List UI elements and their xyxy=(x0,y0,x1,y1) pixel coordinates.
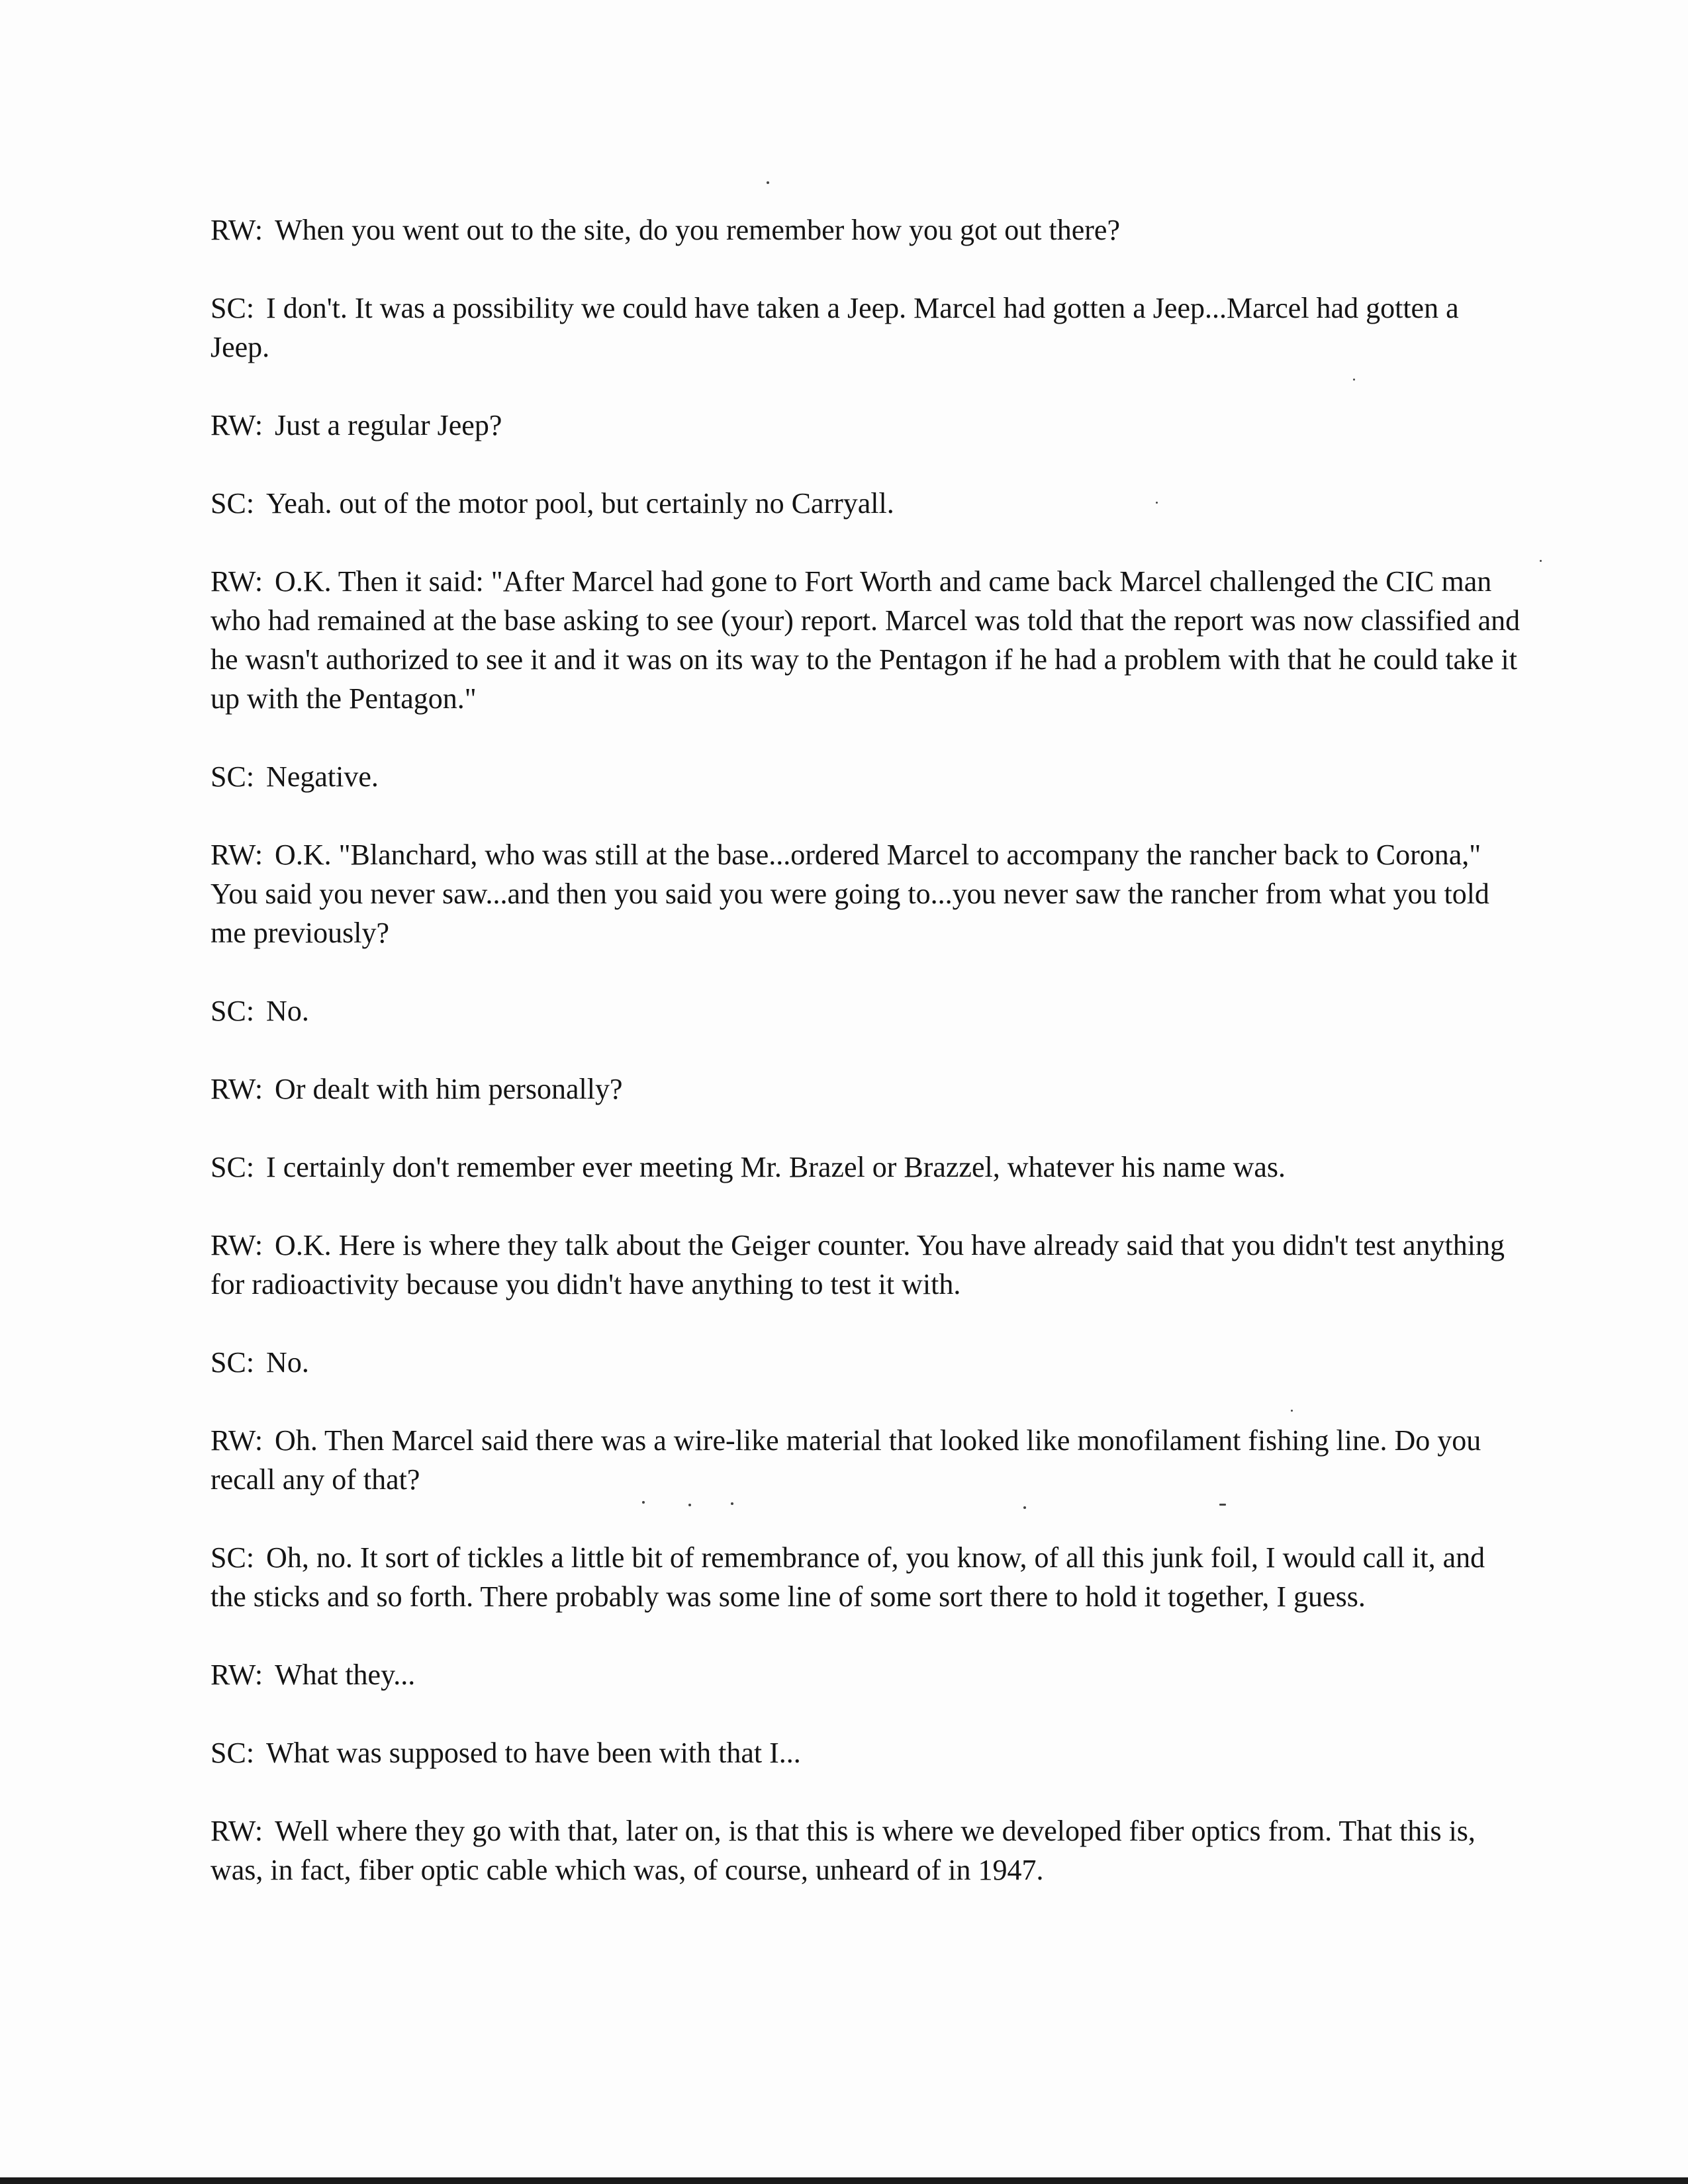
transcript-line xyxy=(211,1343,1521,1382)
speaker-label: RW: xyxy=(211,1659,263,1691)
transcript-line xyxy=(211,484,1521,523)
transcript-line xyxy=(211,406,1521,445)
line-text: No. xyxy=(266,1346,309,1379)
scan-bottom-edge xyxy=(0,2177,1688,2184)
speaker-label: SC: xyxy=(211,487,255,520)
transcript-line xyxy=(211,289,1521,367)
speaker-label: RW: xyxy=(211,1815,263,1847)
speaker-label: SC: xyxy=(211,760,255,793)
speaker-label: RW: xyxy=(211,1073,263,1105)
line-text: What they... xyxy=(275,1659,416,1691)
transcript xyxy=(211,210,1521,1929)
transcript-line xyxy=(211,991,1521,1030)
speaker-label: RW: xyxy=(211,1229,263,1261)
speaker-label: SC: xyxy=(211,1151,255,1183)
line-text: Well where they go with that, later on, is that this is where we developed fiber optics from. That this is, was, in fact, fiber optic cable which was, of course, unheard of in 1947. xyxy=(211,1815,1476,1886)
line-text: Just a regular Jeep? xyxy=(275,409,502,441)
line-text: O.K. Here is where they talk about the Geiger counter. You have already said that you didn't test anything for radioactivity because you didn't have anything to test it with. xyxy=(211,1229,1505,1300)
speaker-label: SC: xyxy=(211,1346,255,1379)
scan-speck xyxy=(767,181,769,184)
line-text: What was supposed to have been with that I... xyxy=(266,1737,801,1769)
speaker-label: SC: xyxy=(211,292,255,324)
transcript-line xyxy=(211,835,1521,952)
speaker-label: RW: xyxy=(211,1424,263,1457)
line-text: O.K. "Blanchard, who was still at the base...ordered Marcel to accompany the rancher back to Corona," You said you never saw...and then you said you were going to...you never saw the rancher from what you told me previously? xyxy=(211,839,1489,949)
transcript-line xyxy=(211,1811,1521,1889)
scan-speck xyxy=(1540,560,1542,562)
line-text: O.K. Then it said: "After Marcel had gone to Fort Worth and came back Marcel challenged the CIC man who had remained at the base asking to see (your) report. Marcel was told that the report was now classified and he wasn't authorized to see it and it was on its way to the Pentagon if he had a problem with that he could take it up with the Pentagon." xyxy=(211,565,1521,715)
transcript-line xyxy=(211,210,1521,250)
transcript-line xyxy=(211,1538,1521,1616)
transcript-line xyxy=(211,562,1521,718)
transcript-line xyxy=(211,1421,1521,1499)
line-text: Or dealt with him personally? xyxy=(275,1073,623,1105)
speaker-label: RW: xyxy=(211,409,263,441)
line-text: Oh. Then Marcel said there was a wire-like material that looked like monofilament fishing line. Do you recall any of that? xyxy=(211,1424,1481,1496)
transcript-line xyxy=(211,1226,1521,1304)
speaker-label: SC: xyxy=(211,1737,255,1769)
speaker-label: SC: xyxy=(211,995,255,1027)
speaker-label: RW: xyxy=(211,565,263,598)
line-text: I certainly don't remember ever meeting Mr. Brazel or Brazzel, whatever his name was. xyxy=(266,1151,1286,1183)
transcript-line xyxy=(211,1148,1521,1187)
line-text: When you went out to the site, do you remember how you got out there? xyxy=(275,214,1120,246)
transcript-line xyxy=(211,1655,1521,1694)
speaker-label: RW: xyxy=(211,839,263,871)
speaker-label: SC: xyxy=(211,1541,255,1574)
line-text: Yeah. out of the motor pool, but certainly no Carryall. xyxy=(266,487,894,520)
line-text: No. xyxy=(266,995,309,1027)
line-text: I don't. It was a possibility we could have taken a Jeep. Marcel had gotten a Jeep...Marcel had gotten a Jeep. xyxy=(211,292,1459,363)
line-text: Negative. xyxy=(266,760,379,793)
line-text: Oh, no. It sort of tickles a little bit of remembrance of, you know, of all this junk foil, I would call it, and the sticks and so forth. There probably was some line of some sort there to hold it together, I guess. xyxy=(211,1541,1485,1613)
speaker-label: RW: xyxy=(211,214,263,246)
transcript-line xyxy=(211,757,1521,796)
transcript-line xyxy=(211,1069,1521,1109)
transcript-line xyxy=(211,1733,1521,1772)
